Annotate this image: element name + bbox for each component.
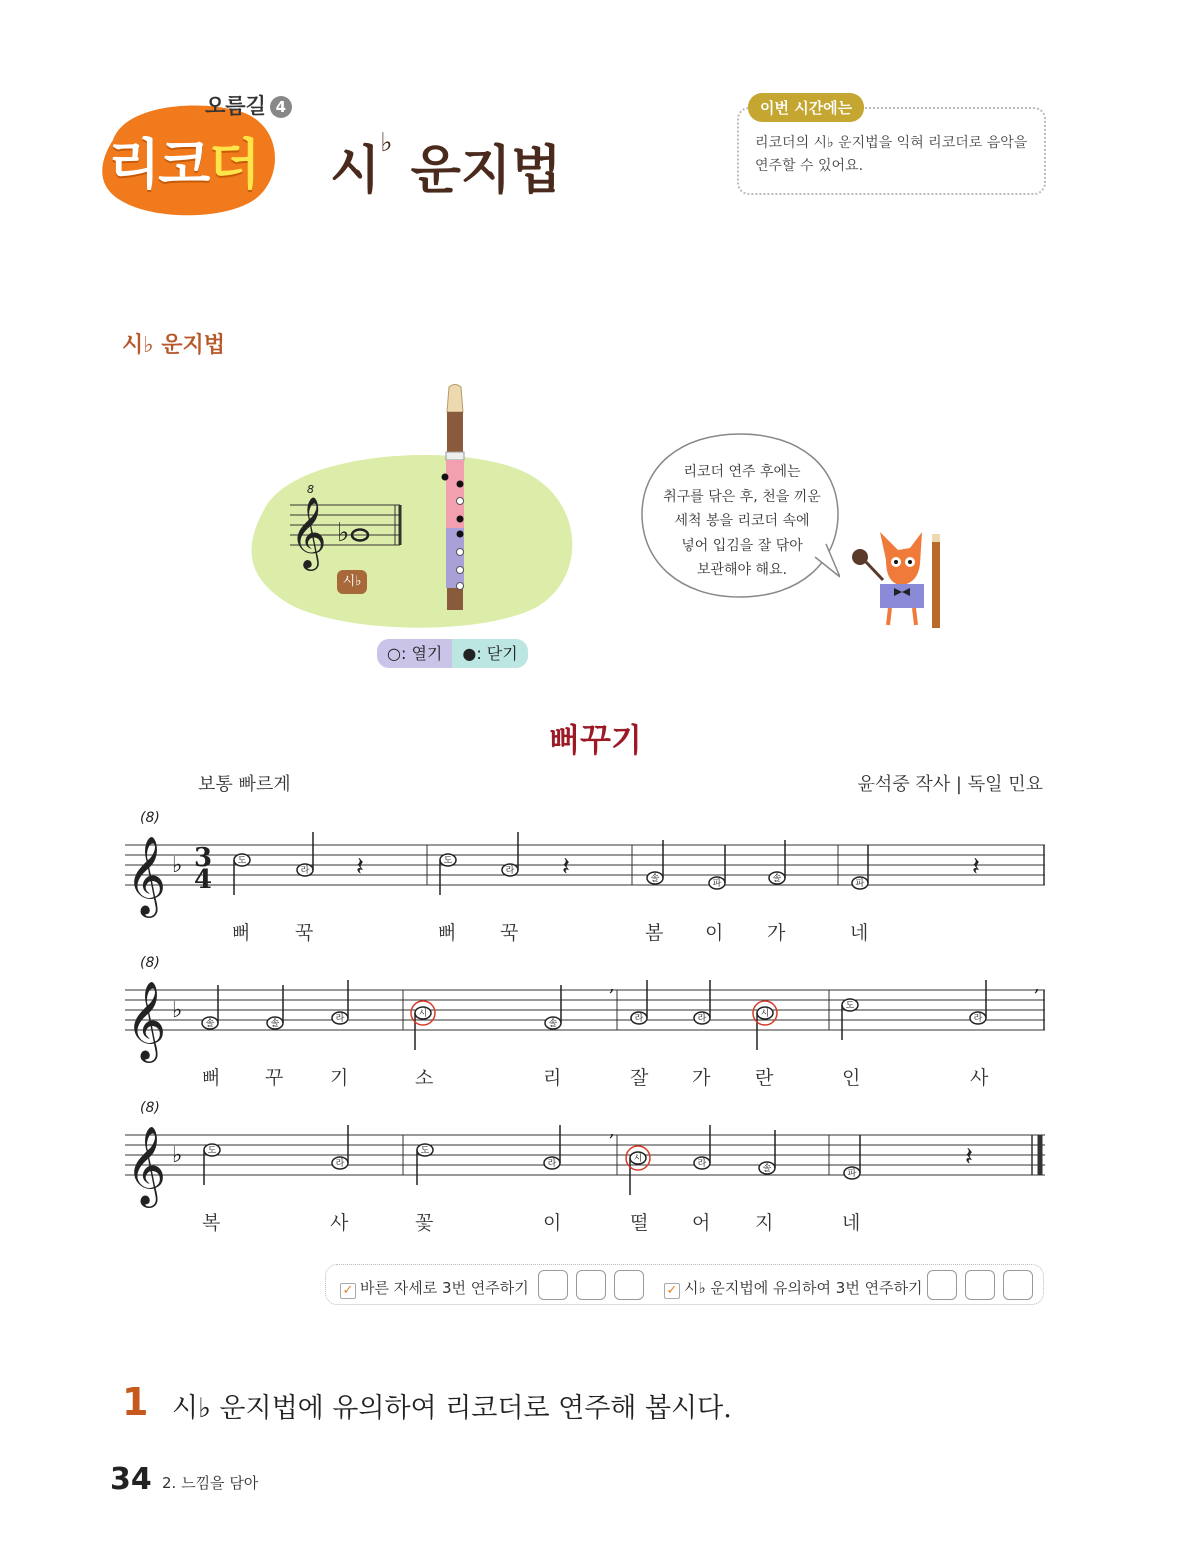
practice-checkbox-1[interactable] [538,1270,568,1300]
lyric: 꾹 [500,922,519,944]
note-ra: 라 [973,1014,983,1024]
svg-text:𝄞: 𝄞 [126,836,167,915]
note-sol: 솔 [548,1019,558,1029]
lyric: 어 [692,1212,711,1234]
page-number: 34 [110,1462,152,1497]
practice-checkbox-3[interactable] [614,1270,644,1300]
page-title: 시♭ 운지법 [330,128,562,201]
lyric: 소 [415,1067,434,1089]
note-do: 도 [237,856,247,866]
svg-text:,: , [609,1120,615,1141]
lyric: 사 [330,1212,349,1234]
time-signature-top: 3 [194,843,213,873]
note-ra: 라 [697,1159,707,1169]
staff-line-2 [120,955,1050,1075]
svg-text:𝄞: 𝄞 [290,495,327,568]
quarter-rest: 𝄽 [356,852,364,882]
note-sol: 솔 [762,1164,772,1174]
question-text: 시♭ 운지법에 유의하여 리코더로 연주해 봅시다. [172,1393,732,1424]
section-title: 시♭ 운지법 [122,333,226,358]
quarter-rest: 𝄽 [562,852,570,882]
note-do: 도 [443,856,453,866]
note-pa: 파 [855,879,865,889]
lyric: 가 [692,1067,711,1089]
speech-text: 리코더 연주 후에는 취구를 닦은 후, 천을 끼운 세척 봉을 리코더 속에 넣어 입김을 잘 닦아 보관해야 해요. [663,464,821,578]
fingering-legend [377,639,528,668]
note-ra: 라 [697,1014,707,1024]
quarter-rest: 𝄽 [972,852,980,882]
note-si: 시 [633,1154,643,1164]
note-do: 도 [420,1146,430,1156]
lyric: 이 [705,922,724,944]
check-icon: ✓ [340,1283,356,1299]
note-sol: 솔 [205,1019,215,1029]
lyric: 떨 [630,1212,649,1234]
lyric: 리 [543,1067,562,1089]
lyric: 네 [850,922,869,944]
lyric: 꽃 [415,1212,434,1234]
song-title: 뻐꾸기 [549,721,642,759]
lyric: 가 [767,922,786,944]
question-number: 1 [122,1380,149,1424]
staff-line-3 [120,1100,1050,1220]
tempo-marking: 보통 빠르게 [198,774,291,795]
series-number-badge: 4 [270,96,292,118]
note-sol: 솔 [772,874,782,884]
lyric: 네 [842,1212,861,1234]
note-sol: 솔 [650,874,660,884]
note-si: 시 [760,1009,770,1019]
lyric: 사 [970,1067,989,1089]
note-sol: 솔 [270,1019,280,1029]
lyric: 복 [202,1212,221,1234]
check-icon: ✓ [664,1283,680,1299]
lyric: 뻐 [438,922,457,944]
lyric: 뻐 [232,922,251,944]
note-ra: 라 [634,1014,644,1024]
goal-tag: 이번 시간에는 [748,93,864,122]
checklist-item-fingering: ✓ 시♭ 운지법에 유의하여 3번 연주하기 [664,1277,923,1299]
note-ra: 라 [300,866,310,876]
lyric: 란 [755,1067,774,1089]
practice-checkbox-2[interactable] [576,1270,606,1300]
svg-text:♭: ♭ [172,998,183,1023]
legend-closed: ●: 닫기 [452,639,527,668]
note-ra: 라 [547,1159,557,1169]
note-ra: 라 [335,1159,345,1169]
chapter-label: 2. 느낌을 담아 [162,1474,259,1492]
svg-text:𝄞: 𝄞 [126,981,167,1060]
lyric: 봄 [645,922,664,944]
song-credit: 윤석중 작사 | 독일 민요 [857,774,1043,795]
note-badge-si-flat: 시♭ [337,570,367,594]
note-pa: 파 [847,1169,857,1179]
lyric: 인 [842,1067,861,1089]
fox-character-icon [848,530,948,632]
svg-text:𝄞: 𝄞 [126,1126,167,1205]
octave-mark: (8) [140,810,160,826]
fingering-checkbox-3[interactable] [1003,1270,1033,1300]
lyric: 꾸 [265,1067,284,1089]
svg-text:,: , [1034,975,1040,996]
octave-mark-small: 8 [307,483,314,496]
time-signature-bottom: 4 [194,865,213,895]
note-ra: 라 [505,866,515,876]
note-si: 시 [418,1009,428,1019]
note-do: 도 [845,1001,855,1011]
svg-text:♭: ♭ [172,853,183,878]
treble-clef-staff [285,485,410,580]
staff-line-1 [120,810,1050,930]
note-ra: 라 [335,1014,345,1024]
lyric: 이 [543,1212,562,1234]
lyric: 뻐 [202,1067,221,1089]
checklist-item-posture: ✓ 바른 자세로 3번 연주하기 [340,1277,529,1299]
svg-text:,: , [609,975,615,996]
note-pa: 파 [712,879,722,889]
goal-text: 리코더의 시♭ 운지법을 익혀 리코더로 음악을 연주할 수 있어요. [755,135,1028,174]
series-label-top: 오름길 4 [205,90,292,120]
lyric: 꾹 [295,922,314,944]
note-do: 도 [207,1146,217,1156]
svg-text:♭: ♭ [172,1143,183,1168]
lyric: 잘 [630,1067,649,1089]
lyric: 기 [330,1067,349,1089]
fingering-checkbox-2[interactable] [965,1270,995,1300]
quarter-rest: 𝄽 [965,1142,973,1172]
fingering-checkbox-1[interactable] [927,1270,957,1300]
svg-text:♭: ♭ [337,518,350,548]
recorder-icon [438,382,472,614]
octave-mark: (8) [140,1100,160,1116]
series-title: 리코더 [108,133,259,196]
octave-mark: (8) [140,955,160,971]
lyric: 지 [755,1212,774,1234]
legend-open: ○: 열기 [377,639,452,668]
